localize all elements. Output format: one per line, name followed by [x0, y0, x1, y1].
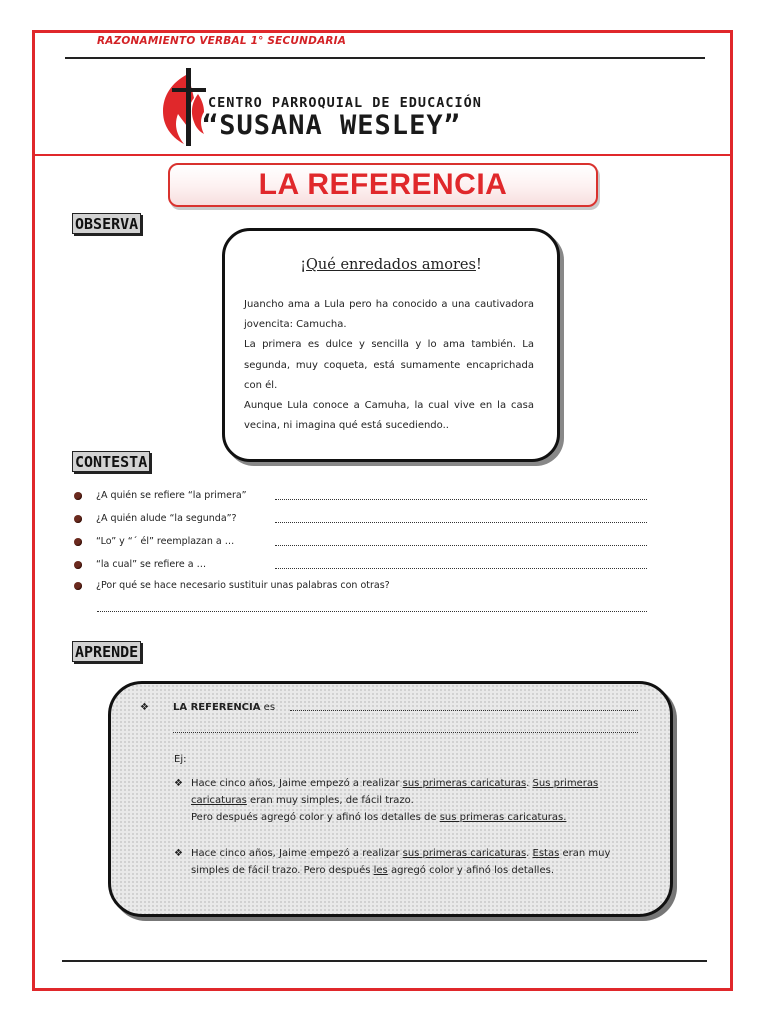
story-title-main: Qué enredados amores [306, 257, 476, 273]
question-text: ¿A quién alude “la segunda”? [96, 513, 237, 524]
story-title-post: ! [475, 257, 482, 273]
example-text: eran muy simples, de fácil trazo. [246, 795, 414, 806]
example-text: Hace cinco años, Jaime empezó a realizar [191, 848, 403, 859]
answer-line[interactable] [275, 531, 647, 546]
story-title-pre: ¡ [300, 257, 307, 273]
bullet-icon [74, 561, 82, 569]
example-underlined: sus primeras caricaturas [402, 848, 527, 859]
story-paragraph: Aunque Lula conoce a Camuha, la cual vive en la casa vecina, ni imagina qué está sucediendo.. [244, 400, 534, 432]
cross-horizontal [172, 88, 206, 92]
free-answer-line[interactable] [97, 611, 647, 612]
example-underlined: Sus primeras [532, 778, 599, 789]
example-underlined: sus primeras caricaturas. [439, 812, 567, 823]
story-paragraph: La primera es dulce y sencilla y lo ama también. La segunda, muy coqueta, está sumamente encaprichada con él. [244, 339, 534, 391]
question-text: “Lo” y “´ él” reemplazan a … [96, 536, 235, 547]
header-separator [32, 154, 733, 156]
example-text: agregó color y afinó los detalles. [387, 865, 555, 876]
definition-line [173, 699, 275, 716]
example-text: . [526, 848, 533, 859]
definition-answer-line-2[interactable] [173, 732, 638, 733]
diamond-bullet-icon: ❖ [174, 778, 183, 789]
answer-line[interactable] [275, 485, 647, 500]
subject-label: RAZONAMIENTO VERBAL 1° SECUNDARIA [97, 35, 347, 47]
bullet-icon [74, 515, 82, 523]
definition-answer-line[interactable] [290, 710, 638, 711]
definition-label: LA REFERENCIA [173, 702, 261, 713]
top-rule [65, 57, 705, 59]
title-banner [168, 163, 598, 207]
section-contesta: CONTESTA [72, 451, 150, 472]
answer-line[interactable] [275, 554, 647, 569]
story-text [244, 295, 534, 436]
example-underlined: Estas [532, 848, 560, 859]
bottom-rule [62, 960, 707, 962]
story-box [222, 228, 560, 462]
page-title: LA REFERENCIA [258, 168, 508, 201]
story-paragraph: Juancho ama a Lula pero ha conocido a una cautivadora jovencita: Camucha. [244, 299, 534, 331]
answer-line[interactable] [275, 508, 647, 523]
example-text: Pero después agregó color y afinó los detalles de [191, 812, 440, 823]
bullet-icon [74, 538, 82, 546]
question-text: “la cual” se refiere a … [96, 559, 207, 570]
cross-vertical [186, 68, 191, 146]
example-text: simples de fácil trazo. Pero después [191, 865, 374, 876]
example-text: . [526, 778, 533, 789]
example-underlined: caricaturas [191, 795, 247, 806]
diamond-bullet-icon: ❖ [174, 848, 183, 859]
definition-suffix: es [260, 702, 276, 713]
question-text: ¿Por qué se hace necesario sustituir unas palabras con otras? [96, 580, 390, 591]
bullet-icon [74, 492, 82, 500]
example-text: eran muy [559, 848, 611, 859]
example-label: Ej: [174, 754, 187, 765]
section-observa: OBSERVA [72, 213, 141, 234]
example-underlined: sus primeras caricaturas [402, 778, 527, 789]
section-aprende: APRENDE [72, 641, 141, 662]
question-text: ¿A quién se refiere “la primera” [96, 490, 247, 501]
diamond-bullet-icon: ❖ [140, 702, 149, 713]
example-2 [191, 845, 651, 879]
school-name-line1: CENTRO PARROQUIAL DE EDUCACIÓN [208, 95, 482, 111]
school-name-line2: “SUSANA WESLEY” [202, 110, 461, 141]
bullet-icon [74, 582, 82, 590]
story-title [225, 257, 557, 273]
example-1 [191, 775, 651, 826]
example-underlined: les [373, 865, 388, 876]
example-text: Hace cinco años, Jaime empezó a realizar [191, 778, 403, 789]
